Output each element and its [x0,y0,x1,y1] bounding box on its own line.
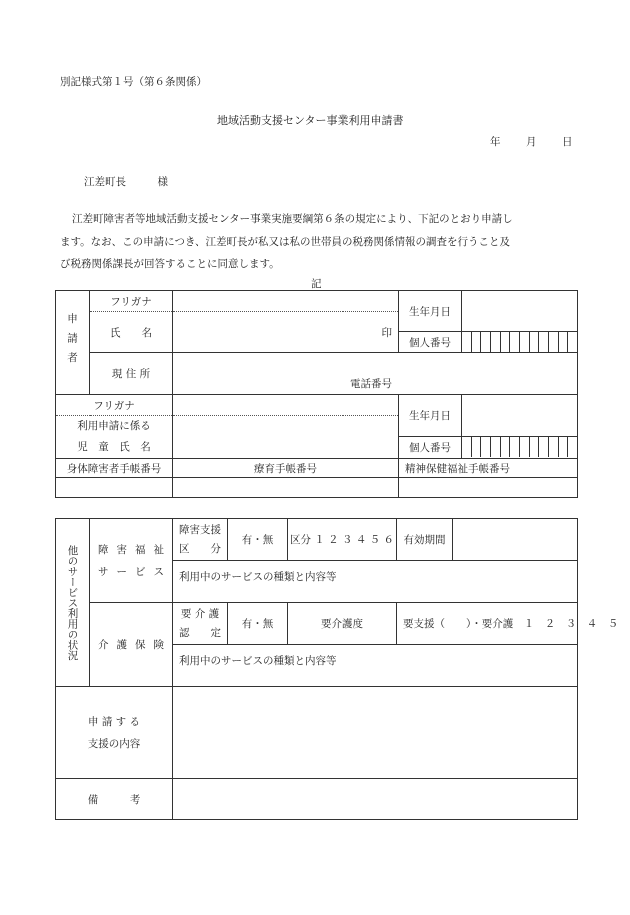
applicant-label: 申請者 [66,313,78,372]
welfare-services-in-use[interactable]: 利用中のサービスの種類と内容等 [173,561,578,603]
rehab-handbook-label: 療育手帳番号 [173,459,399,478]
other-services-label: 他のサービス利用の状況 [66,544,79,661]
support-class-yes-no[interactable]: 有・無 [228,519,288,561]
care-insurance-label: 介護保険 [90,603,173,687]
child-birth-date-input[interactable] [462,395,578,437]
remarks-input[interactable] [173,779,578,820]
name-input[interactable] [173,312,399,353]
birth-date-label: 生年月日 [399,291,462,332]
date-day: 日 [562,136,573,148]
care-level-label: 要介護度 [288,603,397,645]
form-number: 別記様式第１号（第６条関係） [60,76,207,88]
services-table [55,518,619,820]
ki-label: 記 [311,278,322,290]
welfare-service-label: 障害福祉 サービス [90,519,173,603]
valid-period-input[interactable] [453,519,578,561]
form-title: 地域活動支援センター事業利用申請書 [217,114,404,127]
support-content-label: 申 請 す る 支援の内容 [56,687,173,779]
date-month: 月 [526,136,537,148]
addressee: 江差町長 様 [84,176,168,188]
care-cert-yes-no[interactable]: 有・無 [228,603,288,645]
support-content-input[interactable] [173,687,578,779]
care-cert-label: 要 介 護 認 定 [173,603,228,645]
support-class-values[interactable]: 区分 １ ２ ３ ４ ５ ６ [288,519,397,561]
body-line-2: ます。なお、この申請につき、江差町長が私又は私の世帯員の税務関係情報の調査を行うこと及 [60,236,511,248]
physical-handbook-label: 身体障害者手帳番号 [56,459,173,478]
child-furigana-input[interactable] [173,395,399,416]
address-label: 現 住 所 [90,353,173,395]
seal-mark: 印 [381,326,392,339]
physical-handbook-input[interactable] [56,478,173,498]
personal-number-input[interactable] [462,332,578,353]
child-birth-date-label: 生年月日 [399,395,462,437]
applicant-table [55,290,578,498]
support-class-label: 障害支援 区 分 [173,519,228,561]
other-services-label-cell [56,519,90,687]
applicant-label-cell [56,291,90,395]
birth-date-input[interactable] [462,291,578,332]
valid-period-label: 有効期間 [397,519,453,561]
child-name-label: 利用申請に係る 児 童 氏 名 [56,416,173,459]
child-personal-number-input[interactable] [462,436,578,458]
furigana-label: フリガナ [90,291,173,312]
child-personal-number-label: 個人番号 [399,436,462,458]
name-label: 氏 名 [90,312,173,353]
care-level-values[interactable]: 要支援（ ）・要介護 １ ２ ３ ４ ５ [397,603,578,645]
phone-label: 電話番号 [350,378,392,390]
child-name-input[interactable] [173,416,399,459]
rehab-handbook-input[interactable] [173,478,399,498]
furigana-input[interactable] [173,291,399,312]
address-input[interactable] [173,353,578,395]
mental-handbook-label: 精神保健福祉手帳番号 [399,459,578,478]
date-year: 年 [490,136,501,148]
body-line-1: 江差町障害者等地域活動支援センター事業実施要綱第６条の規定により、下記のとおり申請し [72,213,513,225]
personal-number-label: 個人番号 [399,332,462,353]
body-line-3: び税務関係課長が回答することに同意します。 [60,258,280,270]
mental-handbook-input[interactable] [399,478,578,498]
care-services-in-use[interactable]: 利用中のサービスの種類と内容等 [173,645,578,687]
child-furigana-label: フリガナ [56,395,173,416]
remarks-label: 備 考 [56,779,173,820]
